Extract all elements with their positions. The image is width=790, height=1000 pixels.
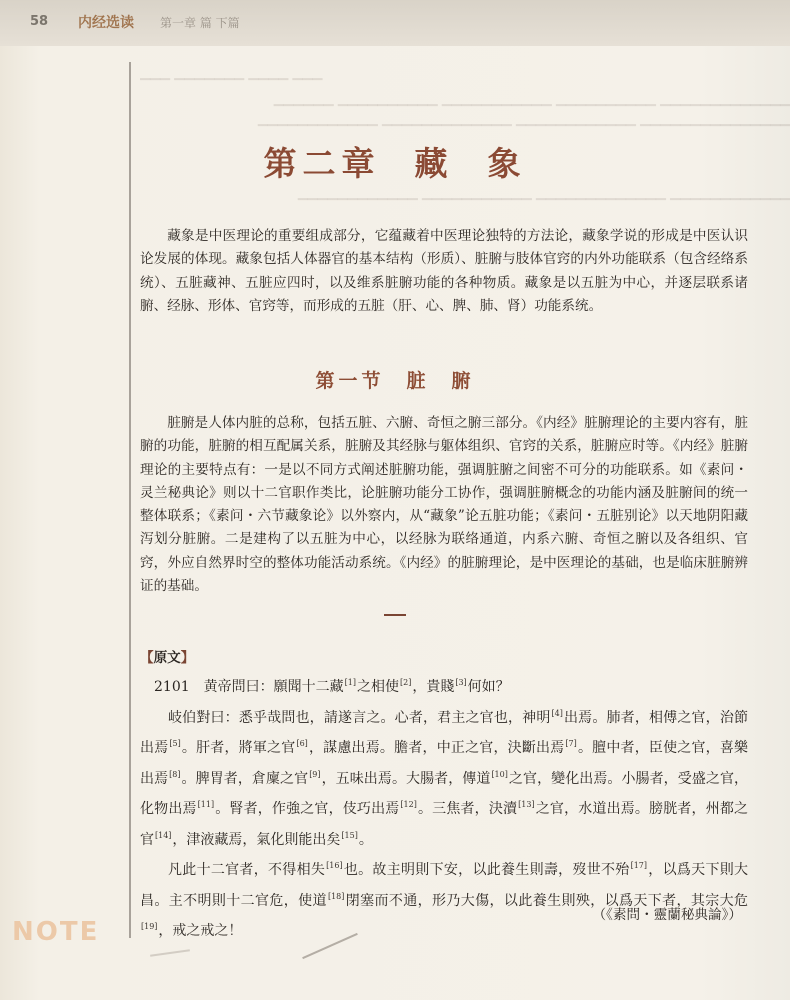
classical-line: 2101 黄帝問曰：願聞十二藏[1]之相使[2]，貴賤[3]何如？ — [154, 678, 510, 695]
footnote-marker: [15] — [341, 830, 358, 840]
footnote-marker: [8] — [169, 769, 181, 779]
running-head-title: 内经选读 — [78, 15, 134, 31]
source-citation: （《素問・靈蘭秘典論》） — [592, 907, 742, 923]
running-header-bar — [0, 0, 790, 46]
running-head-subtitle: 第一章 篇 下篇 — [160, 16, 240, 30]
footnote-marker: [18] — [327, 891, 345, 901]
footnote-marker: [16] — [326, 861, 343, 870]
footnote-marker: [12] — [400, 800, 417, 809]
footnote-marker: [3] — [455, 678, 467, 687]
chapter-title-char: 藏 — [414, 144, 454, 183]
classical-paragraph: 岐伯對曰：悉乎哉問也，請遂言之。心者，君主之官也，神明[4]出焉。肺者，相傅之官，治節出焉[5]。肝者，將軍之官[6]，謀慮出焉。膽者，中正之官，決斷出焉[7]。膻中者，臣使之官，喜樂出焉[8]。脾胃者，倉廩之官[9]，五味出焉。大腸者，傳道[10]之官，變化出焉。小腸者，受盛之官，化物出焉[11]。腎者，作強之官，伎巧出焉[12]。三焦者，決瀆[13]之官，水道出焉。膀胱者，州都之官[14]，津液藏焉，氣化則能出矣[15]。 — [140, 708, 749, 848]
footnote-marker: [14] — [155, 830, 172, 840]
footnote-marker: [6] — [296, 739, 308, 748]
section-title — [0, 366, 790, 393]
section-title-char: 脏 — [406, 370, 430, 392]
footnote-marker: [2] — [399, 678, 412, 687]
chapter-number: 第二章 — [263, 144, 381, 183]
chapter-intro — [140, 225, 748, 318]
footnote-marker: [7] — [565, 739, 577, 748]
footnote-marker: [10] — [491, 769, 508, 779]
section-number: 第一节 — [315, 370, 385, 392]
show-through-texture: ▁▁▁▁▁▁ ▁▁▁▁▁▁▁▁▁▁ ▁▁▁▁▁▁▁▁▁▁▁ ▁▁▁▁▁▁▁▁▁▁ ▁▁▁▁▁▁▁▁▁▁▁▁▁ — [273, 92, 790, 107]
footnote-marker: [1] — [344, 678, 356, 687]
footnote-marker: [13] — [518, 800, 535, 809]
section-body — [140, 412, 748, 598]
classical-paragraph: 凡此十二官者，不得相失[16]也。故主明則下安，以此養生則壽，歿世不殆[17]，以爲天下則大昌。主不明則十二官危，使道[18]閉塞而不通，形乃大傷，以此養生則殃，以爲天下者，其宗大危[19]，戒之戒之！ — [140, 861, 749, 939]
footnote-marker: [19] — [141, 922, 158, 931]
original-text-label: 【原文】 — [140, 650, 195, 666]
footnote-marker: [11] — [197, 800, 215, 809]
page-number: 58 — [30, 14, 49, 29]
footnote-marker: [5] — [169, 739, 181, 748]
footnote-marker: [4] — [551, 708, 563, 718]
note-logo: NOTE — [12, 917, 100, 947]
show-through-texture: ▁▁▁▁▁▁▁▁▁▁▁▁ ▁▁▁▁▁▁▁▁▁▁▁▁▁ ▁▁▁▁▁▁▁▁▁▁▁▁ ▁▁▁▁▁▁▁▁▁▁▁▁▁▁▁ — [257, 112, 790, 127]
show-through-texture: ▁▁▁ ▁▁▁▁▁▁▁ ▁▁▁▁ ▁▁▁ — [140, 66, 323, 81]
chapter-title-char: 象 — [487, 144, 527, 183]
chapter-title — [0, 138, 790, 185]
footnote-marker: [9] — [309, 769, 321, 779]
part-marker-dash — [384, 614, 406, 616]
intro-paragraph: 藏象是中医理论的重要组成部分，它蕴藏着中医理论独特的方法论，藏象学说的形成是中医认识论发展的体现。藏象包括人体器官的基本结构（形质）、脏腑与肢体官窍的内外功能联系（包含经络系统）、五脏藏神、五脏应四时，以及维系脏腑功能的各种物质。藏象是以五脏为中心，并逐层联系诸腑、经脉、形体、官窍等，而形成的五脏（肝、心、脾、肺、肾）功能系统。 — [140, 228, 748, 314]
part-marker — [0, 604, 790, 625]
original-text-label-text: 原文 — [153, 650, 181, 666]
footnote-marker: [17] — [630, 861, 648, 870]
show-through-texture: ▁▁▁▁▁▁▁▁▁▁▁▁ ▁▁▁▁▁▁▁▁▁▁▁ ▁▁▁▁▁▁▁▁▁▁▁▁▁ ▁▁▁▁▁▁▁▁▁▁▁▁ — [297, 186, 790, 201]
section-paragraph: 脏腑是人体内脏的总称，包括五脏、六腑、奇恒之腑三部分。《内经》脏腑理论的主要内容有，脏腑的功能，脏腑的相互配属关系，脏腑及其经脉与躯体组织、官窍的关系，脏腑应时等。《内经》脏腑理论的主要特点有：一是以不同方式阐述脏腑功能，强调脏腑之间密不可分的功能联系。如《素问・灵兰秘典论》则以十二官职作类比，论脏腑功能分工协作，强调脏腑概念的功能内涵及脏腑间的统一整体联系；《素问・六节藏象论》以外察内，从“藏象”论五脏功能；《素问・五脏别论》以天地阴阳藏泻划分脏腑。二是建构了以五脏为中心，以经脉为联络通道，内系六腑、奇恒之腑以及各组织、官窍，外应自然界时空的整体功能活动系统。《内经》的脏腑理论，是中医理论的基础，也是临床脏腑辨证的基础。 — [140, 415, 748, 595]
section-title-char: 腑 — [451, 370, 475, 392]
